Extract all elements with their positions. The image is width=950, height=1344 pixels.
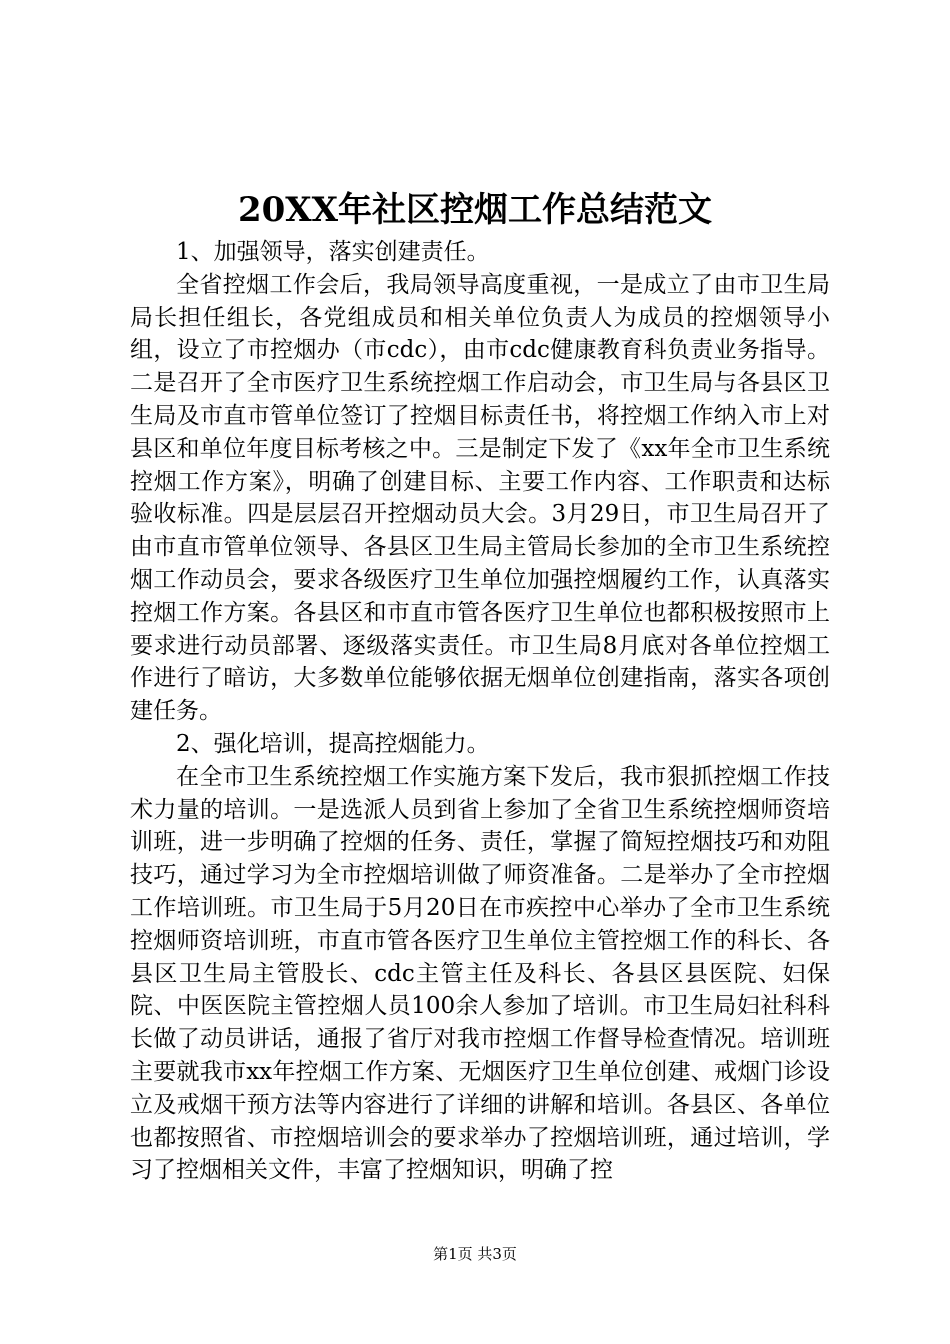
page-footer: 第1页 共3页 [433,1245,517,1263]
document-body [130,236,830,1187]
document-title: 20XX年社区控烟工作总结范文 [237,190,713,230]
body-paragraph-2: 在全市卫生系统控烟工作实施方案下发后，我市狠抓控烟工作技术力量的培训。一是选派人员到省上参加了全省卫生系统控烟师资培训班，进一步明确了控烟的任务、责任，掌握了简短控烟技巧和劝阻技巧，通过学习为全市控烟培训做了师资准备。二是举办了全市控烟工作培训班。市卫生局于5月20日在市疾控中心举办了全市卫生系统控烟师资培训班，市直市管各医疗卫生单位主管控烟工作的科长、各县区卫生局主管股长、cdc主管主任及科长、各县区县医院、妇保院、中医医院主管控烟人员100余人参加了培训。市卫生局妇社科科长做了动员讲话，通报了省厅对我市控烟工作督导检查情况。培训班主要就我市xx年控烟工作方案、无烟医疗卫生单位创建、戒烟门诊设立及戒烟干预方法等内容进行了详细的讲解和培训。各县区、各单位也都按照省、市控烟培训会的要求举办了控烟培训班，通过培训，学习了控烟相关文件，丰富了控烟知识，明确了控 [130,763,830,1184]
section-heading-1: 1、加强领导，落实创建责任。 [176,239,490,265]
body-paragraph-1: 全省控烟工作会后，我局领导高度重视，一是成立了由市卫生局局长担任组长，各党组成员和相关单位负责人为成员的控烟领导小组，设立了市控烟办（市cdc），由市cdc健康教育科负责业务指导。二是召开了全市医疗卫生系统控烟工作启动会，市卫生局与各县区卫生局及市直市管单位签订了控烟目标责任书，将控烟工作纳入市上对县区和单位年度目标考核之中。三是制定下发了《xx年全市卫生系统控烟工作方案》，明确了创建目标、主要工作内容、工作职责和达标验收标准。四是层层召开控烟动员大会。3月29日，市卫生局召开了由市直市管单位领导、各县区卫生局主管局长参加的全市卫生系统控烟工作动员会，要求各级医疗卫生单位加强控烟履约工作，认真落实控烟工作方案。各县区和市直市管各医疗卫生单位也都积极按照市上要求进行动员部署、逐级落实责任。市卫生局8月底对各单位控烟工作进行了暗访，大多数单位能够依据无烟单位创建指南，落实各项创建任务。 [130,271,830,725]
section-heading-2: 2、强化培训，提高控烟能力。 [176,730,490,757]
